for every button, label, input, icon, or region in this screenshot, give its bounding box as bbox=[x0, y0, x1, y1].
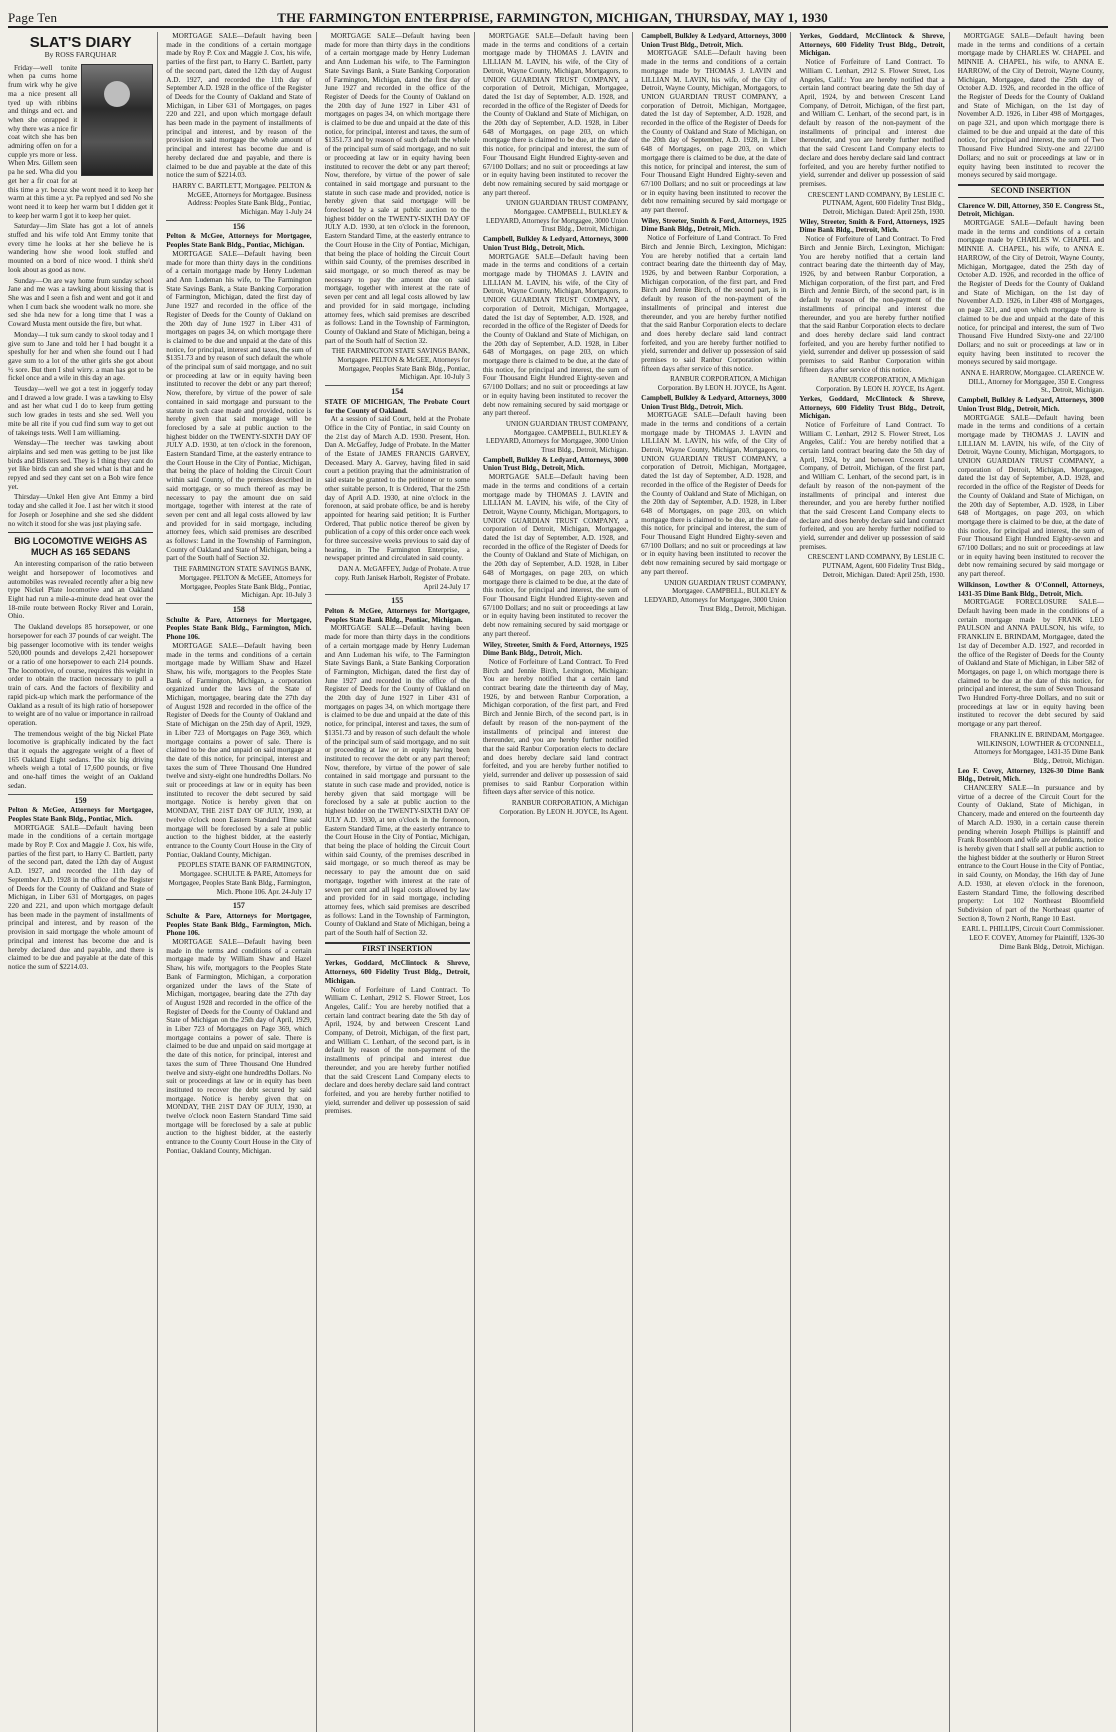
notice-body: MORTGAGE SALE—Default having been made in the terms and conditions of a certain mortgage made by THOMAS J. LAVIN and LILLIAN M. LAVIN, his wife, of the City of Detroit, Wayne County, Michigan, Mortgagors, to UNION GUARDIAN TRUST COMPANY, a corporation of Detroit, Michigan, Mortgagee, dated the 1st day of September, A.D. 1928, and recorded in the office of the Register of Deeds for the County of Oakland and State of Michigan, on the 20th day of September, A.D. 1928, in Liber 648 of Mortgages, on page 203, on which mortgage there is claimed to be due, at the date of this notice, for principal and interest, the sum of Four Thousand Eight Hundred Eighty-seven and 67/100 Dollars; and no suit or proceedings at law or in equity having been instituted to recover the debt now remaining secured by said mortgage or any part thereof. bbox=[482, 473, 629, 638]
column-5 bbox=[641, 32, 791, 1732]
notice-heading: Yerkes, Goddard, McClintock & Shreve, Attorneys, 600 Fidelity Trust Bldg., Detroit, Michigan. bbox=[799, 32, 945, 58]
notice-heading: Campbell, Bulkley & Ledyard, Attorneys, 3000 Union Trust Bldg., Detroit, Mich. bbox=[482, 235, 629, 252]
notice-body: MORTGAGE SALE—Default having been made in the terms and conditions of a certain mortgage made by THOMAS J. LAVIN and LILLIAN M. LAVIN, his wife, of the City of Detroit, Wayne County, Michigan, Mortgagors, to UNION GUARDIAN TRUST COMPANY, a corporation of Detroit, Michigan, Mortgagee, dated the 1st day of September, A.D. 1928, and recorded in the office of the Register of Deeds for the County of Oakland and State of Michigan, on the 20th day of September, A.D. 1928, in Liber 648 of Mortgages, on page 203, on which mortgage there is claimed to be due, at the date of this notice, for principal and interest, the sum of Four Thousand Eight Hundred Eighty-seven and 67/100 Dollars; and no suit or proceedings at law or in equity having been instituted to recover the debt now remaining secured by said mortgage or any part thereof. bbox=[482, 252, 629, 418]
column-1 bbox=[8, 32, 158, 1732]
notice-number: 154 bbox=[325, 385, 470, 397]
notice-body: CHANCERY SALE—In pursuance and by virtue of a decree of the Circuit Court for the County of Oakland, State of Michigan, in Chancery, made and entered on the fourteenth day of March A.D. 1930, in a certain cause therein pending wherein Joseph Phillips is plaintiff and Frank Rosenbloom and wife are defendants, notice is hereby given that I shall sell at public auction to the highest bidder at the southerly or Huron Street entrance to the Court House in the City of Pontiac, in said County, on Monday, the 16th day of June A.D. 1930, at eleven o'clock in the forenoon, Eastern Standard Time, the following described property: Lot 102 Northeast Bloomfield Subdivision of part of the Northeast quarter of Section 8, Town 2 North, Range 10 East. bbox=[957, 784, 1105, 923]
page-label: Page Ten bbox=[8, 10, 58, 25]
column-3 bbox=[325, 32, 475, 1732]
notice-signature: RANBUR CORPORATION, A Michigan Corporation. By LEON H. JOYCE, Its Agent. bbox=[657, 375, 787, 393]
notice-body: MORTGAGE SALE—Default having been made for more than thirty days in the conditions of a certain mortgage made by Henry Ludeman and Ann Ludeman his wife, to The Farmington State Savings Bank, a State Banking Corporation of Farmington, Michigan, dated the first day of June 1927 and recorded in the office of the Register of Deeds for the County of Oakland on the 20th day of June 1927 in Liber 431 of mortgages on pages 34, on which mortgage there is claimed to be due and unpaid at the date of this notice, for principal, interest and taxes, the sum of $1351.73 and by reason of such default the whole of the principal sum of said mortgage, and no suit or proceeding at law or in equity having been instituted to recover the debt or any part thereof; Now, therefore, by virtue of the power of sale contained in said mortgage and pursuant to the statute in such case made and provided, notice is hereby given that said mortgage will be foreclosed by a sale at public auction to the highest bidder on the TWENTY-SIXTH DAY OF JULY A.D. 1930, at ten o'clock in the forenoon, Eastern Standard Time, at the easterly entrance to the Court House in the City of Pontiac, Michigan, that being the place of holding the Circuit Court within said County, of the premises described in said mortgage, or so much thereof as may be necessary to pay the amount due on said mortgage, together with interest at the rate of seven per cent and all legal costs allowed by law and provided for in said mortgage, including attorney fees, which said premises are described as follows: Land in the Township of Farmington, County of Oakland and State of Michigan, being a part of the South half of Section 32. bbox=[324, 32, 470, 345]
diary-heading: SLAT'S DIARY bbox=[29, 34, 132, 51]
columns bbox=[8, 28, 1108, 1732]
notice-body: MORTGAGE SALE—Default having been made in the terms and conditions of a certain mortgage made by William Shaw and Hazel Shaw, his wife, mortgagors to the Peoples State Bank of Farmington, Michigan, a corporation organized under the laws of the State of Michigan, mortgagee, bearing date the 27th day of August 1928 and recorded in the office of the Register of Deeds for the County of Oakland and State of Michigan on the 25th day of April, 1929, in Liber 723 of Mortgages on Page 369, which mortgage contains a power of sale. There is claimed to be due and unpaid on said mortgage at the date of this notice, for principal, interest and taxes the sum of Three Thousand One Hundred twelve and sixty-eight one hundredths Dollars. No suit or proceedings at law or in equity has been instituted to recover the debt secured by said mortgage. Notice is hereby given that on MONDAY, THE 21ST DAY OF JULY, 1930, at twelve o'clock noon Eastern Standard Time said mortgage will be foreclosed by a sale at public auction to the highest bidder, at the easterly entrance to the County Court House in the City of Pontiac, Oakland County, Michigan. bbox=[166, 641, 312, 859]
notice-heading: Wilkinson, Lowther & O'Connell, Attorneys, 1431-35 Dime Bank Bldg., Detroit, Mich. bbox=[957, 580, 1104, 598]
column-2 bbox=[166, 32, 316, 1732]
notice-heading: Yerkes, Goddard, McClintock & Shreve, Attorneys, 600 Fidelity Trust Bldg., Detroit, Michigan. bbox=[799, 394, 945, 421]
notice-signature: THE FARMINGTON STATE SAVINGS BANK, Mortgagee. PELTON & McGEE, Attorneys for Mortgagee, Peoples State Bank Bldg., Pontiac, Michigan. Apr. 10-July 3 bbox=[173, 565, 312, 600]
locomotive-heading: BIG LOCOMOTIVE WEIGHS AS MUCH AS 165 SEDANS bbox=[8, 532, 153, 558]
notice-heading: Wiley, Streeter, Smith & Ford, Attorneys, 1925 Dime Bank Bldg., Detroit, Mich. bbox=[482, 640, 629, 658]
notice-body: Notice of Forfeiture of Land Contract. To William C. Lenhart, 2912 S. Flower Street, Los Angeles, Calif.: You are hereby notified that a certain land contract bearing date the 5th day of April, 1924, by and between Crescent Land Company, of Detroit, Michigan, of the first part, and William C. Lenhart, of the second part, is in default by reason of the non-payment of the installments of principal and interest due thereunder, and you are hereby further notified that the said Crescent Land Company elects to declare and does hereby declare said land contract forfeited, and you are hereby further notified to yield, surrender and deliver up possession of said premises. bbox=[799, 420, 945, 551]
notice-heading: Leo F. Covey, Attorney, 1326-30 Dime Bank Bldg., Detroit, Mich. bbox=[957, 766, 1104, 784]
column-4 bbox=[483, 32, 633, 1732]
notice-signature: EARL L. PHILLIPS, Circuit Court Commissioner. LEO F. COVEY, Attorney for Plaintiff, 1326-30 Dime Bank Bldg., Detroit, Michigan. bbox=[961, 925, 1104, 951]
diary-paragraph: Monday—I tuk sum candy to skool today and I give sum to Jane and told her I had bought it a speshully for her and when she found out I had gave sum to a lot of the uther girls she got about ½ sore. But then I shul wirry. a man has got to be fickel once and a wile in this day an age. bbox=[8, 330, 154, 383]
notice-body: MORTGAGE FORECLOSURE SALE—Default having been made in the conditions of a certain mortgage made by FRANK LEO PAULSON and ANNA PAULSON, his wife, to FRANKLIN E. BRINDAM, Mortgagee, dated the 1st day of December A.D. 1927, and recorded in the office of the Register of Deeds for the County of Oakland and State of Michigan, in Liber 582 of Mortgages, on page 1, on which mortgage there is claimed to be due at the date of this notice, for principal and interest, the sum of Seven Thousand Two Hundred Forty-three Dollars, and no suit or proceedings at law or in equity having been instituted to recover the debt secured by said mortgage or any part thereof. bbox=[957, 598, 1104, 729]
notice-number: 155 bbox=[325, 594, 470, 606]
notice-signature: PEOPLES STATE BANK OF FARMINGTON, Mortgagee. SCHULTE & PARE, Attorneys for Mortgagee, Peoples State Bank Bldg., Farmington, Mich. Phone 106. Apr. 24-July 17 bbox=[168, 861, 312, 896]
notice-signature: UNION GUARDIAN TRUST COMPANY, Mortgagee. CAMPBELL, BULKLEY & LEDYARD, Attorneys for Mortgagee, 3000 Union Trust Bldg., Detroit, Michigan. bbox=[486, 199, 629, 234]
notice-number: 158 bbox=[166, 603, 311, 615]
diary-paragraph: Teusday—well we got a test in joggerfy today and I drawed a low grade. I was a tawking to Elsy and ast her what cud I do to keep frum getting such low grades in tests and she sed. Well you mite be all rite if you cud find sum way to get out of takeings tests. Well I am williaming. bbox=[8, 385, 154, 437]
column-7 bbox=[958, 32, 1108, 1732]
notice-body: Notice of Forfeiture of Land Contract. To William C. Lenhart, 2912 S. Flower Street, Los Angeles, Calif.: You are hereby notified that a certain land contract bearing date the 5th day of April, 1924, by and between Crescent Land Company, of Detroit, Michigan, of the first part, and William C. Lenhart, of the second part, is in default by reason of the non-payment of the installments of principal and interest due thereunder, and you are hereby further notified that the said Crescent Land Company elects to declare and does hereby declare said land contract forfeited, and you are hereby further notified to yield, surrender and deliver up possession of said premises. bbox=[324, 985, 470, 1116]
notice-signature: CRESCENT LAND COMPANY, By LESLIE C. PUTNAM, Agent, 600 Fidelity Trust Bldg., Detroit, Michigan. Dated: April 25th, 1930. bbox=[807, 190, 945, 217]
notice-signature: THE FARMINGTON STATE SAVINGS BANK, Mortgagee. PELTON & McGEE, Attorneys for Mortgagee, Peoples State Bank Bldg., Pontiac, Michigan. Apr. 10-July 3 bbox=[331, 347, 470, 382]
diary-paragraph: Thirsday—Unkel Hen give Ant Emmy a bird today and she called it Joe. I ast her witch it stood for Joseph or Josephine and she sed she diddent no witch it stood for she was just playing safe. bbox=[8, 493, 154, 528]
notice-body: MORTGAGE SALE—Default having been made for more than thirty days in the conditions of a certain mortgage made by Henry Ludeman and Ann Ludeman his wife, to The Farmington State Savings Bank, a State Banking Corporation of Farmington, Michigan, dated the first day of June 1927 and recorded in the office of the Register of Deeds for the County of Oakland on the 20th day of June 1927 in Liber 431 of mortgages on pages 34, on which mortgage there is claimed to be due and unpaid at the date of this notice, for principal, interest and taxes, the sum of $1351.73 and by reason of such default the whole of the principal sum of said mortgage, and no suit or proceeding at law or in equity having been instituted to recover the debt or any part thereof; Now, therefore, by virtue of the power of sale contained in said mortgage and pursuant to the statute in such case made and provided, notice is hereby given that said mortgage will be foreclosed by a sale at public auction to the highest bidder on the TWENTY-SIXTH DAY OF JULY A.D. 1930, at ten o'clock in the forenoon, Eastern Standard Time, at the easterly entrance to the Court House in the City of Pontiac, Michigan, that being the place of holding the Circuit Court within said County, of the premises described in said mortgage, or so much thereof as may be necessary to pay the amount due on said mortgage, together with interest at the rate of seven per cent and all legal costs allowed by law and provided for in said mortgage, including attorney fees, which said premises are described as follows: Land in the Township of Farmington, County of Oakland and State of Michigan, being a part of the South half of Section 32. bbox=[324, 624, 470, 938]
portrait-photo bbox=[81, 64, 153, 176]
notice-heading: Campbell, Bulkley & Ledyard, Attorneys, 3000 Union Trust Bldg., Detroit, Mich. bbox=[641, 393, 787, 411]
notice-body: MORTGAGE SALE—Default having been made in the terms and conditions of a certain mortgage made by THOMAS J. LAVIN and LILLIAN M. LAVIN, his wife, of the City of Detroit, Wayne County, Michigan, Mortgagors, to UNION GUARDIAN TRUST COMPANY, a corporation of Detroit, Michigan, Mortgagee, dated the 1st day of September, A.D. 1928, and recorded in the office of the Register of Deeds for the County of Oakland and State of Michigan, on the 20th day of September, A.D. 1928, in Liber 648 of Mortgages, on page 203, on which mortgage there is claimed to be due, at the date of this notice, for principal and interest, the sum of Four Thousand Eight Hundred Eighty-seven and 67/100 Dollars; and no suit or proceedings at law or in equity having been instituted to recover the debt now remaining secured by said mortgage or any part thereof. bbox=[641, 49, 787, 215]
notice-body: MORTGAGE SALE—Default having been made in the terms and conditions of a certain mortgage made by THOMAS J. LAVIN and LILLIAN M. LAVIN, his wife, of the City of Detroit, Wayne County, Michigan, Mortgagors, to UNION GUARDIAN TRUST COMPANY, a corporation of Detroit, Michigan, Mortgagee, dated the 1st day of September, A.D. 1928, and recorded in the office of the Register of Deeds for the County of Oakland and State of Michigan, on the 20th day of September, A.D. 1928, in Liber 648 of Mortgages, on page 203, on which mortgage there is claimed to be due, at the date of this notice, for principal and interest, the sum of Four Thousand Eight Hundred Eighty-seven and 67/100 Dollars; and no suit or proceedings at law or in equity having been instituted to recover the debt now remaining secured by said mortgage or any part thereof. bbox=[957, 413, 1104, 579]
section-label: FIRST INSERTION bbox=[325, 942, 470, 956]
notice-signature: UNION GUARDIAN TRUST COMPANY, Mortgagee. CAMPBELL, BULKLEY & LEDYARD, Attorneys for Mortgagee, 3000 Union Trust Bldg., Detroit, Michigan. bbox=[644, 578, 787, 613]
diary-paragraph: Friday—well tonite when pa cums home frum wirk why he give ma a nice present all tyed up with ribbins and things and ect. and when she onrapped it why there was a nice fir coat witch she has ben admiring offen on for a cupple yrs more or less. When Mrs. Gillem seen pa he sed. Wha did you get her a fir coat for at this time a yr. becuz she wont need it to keep her warm at this time a yr. Pa replyed and sed No she wont need it to keep her warm but I didden get it to keep her warm I got it to keep her quiet. bbox=[8, 63, 154, 220]
notice-heading: Pelton & McGee, Attorneys for Mortgagee, Peoples State Bank Bldg., Pontiac, Mich. bbox=[8, 806, 154, 823]
notice-heading: Pelton & McGee, Attorneys for Mortgagee, Peoples State Bank Bldg., Pontiac, Michigan. bbox=[166, 232, 312, 250]
locomotive-paragraph: The tremendous weight of the big Nickel Plate locomotive is graphically indicated by the fact that it equals the aggregate weight of a fleet of 165 Oakland Eight sedans. The six big driving wheels weigh a total of 17,600 pounds, or five and one-half times the weight of an Oakland sedan. bbox=[8, 729, 154, 790]
notice-signature: HARRY C. BARTLETT, Mortgagee. PELTON & McGEE, Attorneys for Mortgagee. Business Address: Peoples State Bank Bldg., Pontiac, Michigan. May 1-July 24 bbox=[172, 181, 312, 217]
notice-heading: Schulte & Pare, Attorneys for Mortgagee, Peoples State Bank Bldg., Farmington, Mich. Phone 106. bbox=[166, 911, 312, 938]
notice-signature: DAN A. McGAFFEY, Judge of Probate. A true copy. Ruth Janisek Harbolt, Register of Probate. April 24-July 17 bbox=[334, 565, 470, 591]
diary-paragraph: Wensday—The teecher was tawking about airplains and sed men was getting to be just like birds and Blisters sed. They is I thing they cant do yet like birds can and she sed what is that and he repyed and sed they cant set on a Bob wire fence yet. bbox=[8, 439, 154, 491]
column-6 bbox=[799, 32, 949, 1732]
notice-body: Notice of Forfeiture of Land Contract. To Fred Birch and Jennie Birch, Lexington, Michigan: You are hereby notified that a certain land contract bearing date the thirteenth day of May, 1926, by and between Ranbur Corporation, a Michigan corporation, of the first part, and Fred Birch and Jennie Birch, of the second part, is in default by reason of the non-payment of the installments of principal and interest due thereunder, and you are hereby further notified that the said Ranbur Corporation elects to declare and does hereby declare said land contract forfeited, and you are hereby further notified to yield, surrender and deliver up possession of said premises to said Ranbur Corporation within fifteen days after service of this notice. bbox=[799, 235, 945, 374]
notice-heading: STATE OF MICHIGAN, The Probate Court for the County of Oakland. bbox=[324, 397, 470, 415]
notice-signature: FRANKLIN E. BRINDAM, Mortgagee. WILKINSON, LOWTHER & O'CONNELL, Attorneys for Mortgagee, 1431-35 Dime Bank Bldg., Detroit, Michigan. bbox=[973, 730, 1104, 765]
diary-byline: By ROSS FARQUHAR bbox=[44, 50, 117, 59]
notice-number: 159 bbox=[8, 794, 153, 806]
diary-paragraph: Saturday—Jim Slate has got a lot of annels stuffed and his wife told Ant Emmy tonite that every time he looks at her she believe he is wandering how she wood look stuffed and mounted on a bord of nice wood. I think she'd look about as good as now. bbox=[8, 222, 154, 274]
notice-heading: Yerkes, Goddard, McClintock & Shreve, Attorneys, 600 Fidelity Trust Bldg., Detroit, Michigan. bbox=[324, 959, 470, 985]
notice-signature: CRESCENT LAND COMPANY, By LESLIE C. PUTNAM, Agent, 600 Fidelity Trust Bldg., Detroit, Michigan. Dated: April 25th, 1930. bbox=[807, 553, 945, 579]
notice-heading: Wiley, Streeter, Smith & Ford, Attorneys, 1925 Dime Bank Bldg., Detroit, Mich. bbox=[799, 217, 945, 235]
notice-body: MORTGAGE SALE—Default having been made in the terms and conditions of a certain mortgage made by THOMAS J. LAVIN and LILLIAN M. LAVIN, his wife, of the City of Detroit, Wayne County, Michigan, Mortgagors, to UNION GUARDIAN TRUST COMPANY, a corporation of Detroit, Michigan, Mortgagee, dated the 1st day of September, A.D. 1928, and recorded in the office of the Register of Deeds for the County of Oakland and State of Michigan, on the 20th day of September, A.D. 1928, in Liber 648 of Mortgages, on page 203, on which mortgage there is claimed to be due, at the date of this notice, for principal and interest, the sum of Four Thousand Eight Hundred Eighty-seven and 67/100 Dollars; and no suit or proceedings at law or in equity having been instituted to recover the debt now remaining secured by said mortgage or any part thereof. bbox=[482, 32, 629, 197]
notice-body: MORTGAGE SALE—Default having been made in the terms and conditions of a certain mortgage made by CHARLES W. CHAPEL and MINNIE A. CHAPEL, his wife, to ANNA E. HARROW, of the City of Detroit, Wayne County, Michigan, Mortgagee, dated the 25th day of October A.D. 1926, and recorded in the office of the Register of Deeds for the County of Oakland and State of Michigan, on the 1st day of November A.D. 1926, in Liber 498 of Mortgages, on page 321, and upon which mortgage there is claimed to be due and unpaid at the date of this notice, for principal and interest, the sum of Two Thousand Five Hundred Sixty-one and 22/100 Dollars; and no suit or proceedings at law or in equity having been instituted to recover the moneys secured by said mortgage. bbox=[957, 219, 1104, 367]
notice-body: MORTGAGE SALE—Default having been made for more than thirty days in the conditions of a certain mortgage made by Henry Ludeman and Ann Ludeman his wife, to The Farmington State Savings Bank, a State Banking Corporation of Farmington, Michigan, dated the first day of June 1927 and recorded in the office of the Register of Deeds for the County of Oakland on the 20th day of June 1927 in Liber 431 of mortgages on pages 34, on which mortgage there is claimed to be due and unpaid at the date of this notice, for principal, interest and taxes, the sum of $1351.73 and by reason of such default the whole of the principal sum of said mortgage, and no suit or proceeding at law or in equity having been instituted to recover the debt or any part thereof; Now, therefore, by virtue of the power of sale contained in said mortgage and pursuant to the statute in such case made and provided, notice is hereby given that said mortgage will be foreclosed by a sale at public auction to the highest bidder on the TWENTY-SIXTH DAY OF JULY A.D. 1930, at ten o'clock in the forenoon, Eastern Standard Time, at the easterly entrance to the Court House in the City of Pontiac, Michigan, that being the place of holding the Circuit Court within said County, of the premises described in said mortgage, or so much thereof as may be necessary to pay the amount due on said mortgage, together with interest at the rate of seven per cent and all legal costs allowed by law and provided for in said mortgage, including attorney fees, which said premises are described as follows: Land in the Township of Farmington, County of Oakland and State of Michigan, being a part of the South half of Section 32. bbox=[166, 249, 312, 563]
notice-body: MORTGAGE SALE—Default having been made in the conditions of a certain mortgage made by Roy P. Cox and Maggie J. Cox, his wife, parties of the first part, to Harry C. Bartlett, party of the second part, dated the 12th day of August A.D. 1927, and recorded the 11th day of September A.D. 1928 in the office of the Register of Deeds for the County of Oakland and State of Michigan, in Liber 631 of Mortgages, on pages 220 and 221, and upon which mortgage default has been made in the payment of installments of principal and interest, and by reason of the provision in said mortgage the whole amount of principal and interest has become due and is hereby declared due and payable, and there is claimed to be due and payable at the date of this notice the sum of $2214.03. bbox=[166, 32, 312, 180]
locomotive-paragraph: The Oakland develops 85 horsepower, or one horsepower for each 37 pounds of car weight. The big passenger locomotive with its tender weighs 520,000 pounds and develops 2,421 horsepower or a ratio of one horsepower to each 214 pounds. The locomotive, of course, requires this weight in order to obtain the traction necessary to pull a train of cars. And the factors of flexibility and rapid pick-up which mark the performance of the Oakland as a result of its high ratio of horsepower to weight are of no value or importance in railroad operation. bbox=[8, 623, 154, 727]
notice-body: MORTGAGE SALE—Default having been made in the terms and conditions of a certain mortgage made by William Shaw and Hazel Shaw, his wife, mortgagors to the Peoples State Bank of Farmington, Michigan, a corporation organized under the laws of the State of Michigan, mortgagee, bearing date the 27th day of August 1928 and recorded in the office of the Register of Deeds for the County of Oakland and State of Michigan on the 25th day of April, 1929, in Liber 723 of Mortgages on Page 369, which mortgage contains a power of sale. There is claimed to be due and unpaid on said mortgage at the date of this notice, for principal, interest and taxes the sum of Three Thousand One Hundred twelve and sixty-eight one hundredths Dollars. No suit or proceedings at law or in equity has been instituted to recover the debt secured by said mortgage. Notice is hereby given that on MONDAY, THE 21ST DAY OF JULY, 1930, at twelve o'clock noon Eastern Standard Time said mortgage will be foreclosed by a sale at public auction to the highest bidder, at the easterly entrance to the County Court House in the City of Pontiac, Oakland County, Michigan. bbox=[166, 938, 312, 1155]
notice-signature: RANBUR CORPORATION, A Michigan Corporation. By LEON H. JOYCE, Its Agent. bbox=[815, 376, 945, 394]
notice-heading: Schulte & Pare, Attorneys for Mortgagee, Peoples State Bank Bldg., Farmington, Mich. Phone 106. bbox=[166, 615, 312, 642]
notice-body: Notice of Forfeiture of Land Contract. To William C. Lenhart, 2912 S. Flower Street, Los Angeles, Calif.: You are hereby notified that a certain land contract bearing date the 5th day of April, 1924, by and between Crescent Land Company, of Detroit, Michigan, of the first part, and William C. Lenhart, of the second part, is in default by reason of the non-payment of the installments of principal and interest due thereunder, and you are hereby further notified that the said Crescent Land Company elects to declare and does hereby declare said land contract forfeited, and you are hereby further notified to yield, surrender and deliver up possession of said premises. bbox=[799, 58, 945, 188]
notice-signature: ANNA E. HARROW, Mortgagee. CLARENCE W. DILL, Attorney for Mortgagee, 350 E. Congress St., Detroit, Michigan. bbox=[960, 369, 1104, 395]
masthead bbox=[8, 4, 1108, 28]
locomotive-paragraph: An interesting comparison of the ratio between weight and horsepower of locomotives and automobiles was revealed recently after a big new type Nickel Plate locomotive and an Oakland Eight had run a mile-a-minute dead heat over the 18-mile route between Rocky River and Lorain, Ohio. bbox=[8, 560, 154, 621]
notice-number: 156 bbox=[166, 220, 311, 232]
notice-body: MORTGAGE SALE—Default having been made in the conditions of a certain mortgage made by Roy P. Cox and Maggie J. Cox, his wife, parties of the first part, to Harry C. Bartlett, party of the second part, dated the 12th day of August A.D. 1927, and recorded the 11th day of September A.D. 1928 in the office of the Register of Deeds for the County of Oakland and State of Michigan, in Liber 631 of Mortgages, on pages 220 and 221, and upon which mortgage default has been made in the payment of installments of principal and interest, and by reason of the provision in said mortgage the whole amount of principal and interest has become due and is hereby declared due and payable, and there is claimed to be due and payable at the date of this notice the sum of $2214.03. bbox=[8, 823, 154, 971]
notice-body: MORTGAGE SALE—Default having been made in the terms and conditions of a certain mortgage made by THOMAS J. LAVIN and LILLIAN M. LAVIN, his wife, of the City of Detroit, Wayne County, Michigan, Mortgagors, to UNION GUARDIAN TRUST COMPANY, a corporation of Detroit, Michigan, Mortgagee, dated the 1st day of September, A.D. 1928, and recorded in the office of the Register of Deeds for the County of Oakland and State of Michigan, on the 20th day of September, A.D. 1928, in Liber 648 of Mortgages, on page 203, on which mortgage there is claimed to be due, at the date of this notice, for principal and interest, the sum of Four Thousand Eight Hundred Eighty-seven and 67/100 Dollars; and no suit or proceedings at law or in equity having been instituted to recover the debt now remaining secured by said mortgage or any part thereof. bbox=[641, 411, 787, 576]
notice-signature: UNION GUARDIAN TRUST COMPANY, Mortgagee. CAMPBELL, BULKLEY & LEDYARD, Attorneys for Mortgagee, 3000 Union Trust Bldg., Detroit, Michigan. bbox=[486, 419, 629, 455]
notice-heading: Wiley, Streeter, Smith & Ford, Attorneys, 1925 Dime Bank Bldg., Detroit, Mich. bbox=[641, 216, 787, 234]
notice-body: Notice of Forfeiture of Land Contract. To Fred Birch and Jennie Birch, Lexington, Michigan: You are hereby notified that a certain land contract bearing date the thirteenth day of May, 1926, by and between Ranbur Corporation, a Michigan corporation, of the first part, and Fred Birch and Jennie Birch, of the second part, is in default by reason of the non-payment of the installments of principal and interest due thereunder, and you are hereby further notified that the said Ranbur Corporation elects to declare and does hereby declare said land contract forfeited, and you are hereby further notified to yield, surrender and deliver up possession of said premises to said Ranbur Corporation within fifteen days after service of this notice. bbox=[641, 234, 787, 373]
portrait-face bbox=[104, 81, 130, 107]
notice-body: MORTGAGE SALE—Default having been made in the terms and conditions of a certain mortgage made by CHARLES W. CHAPEL and MINNIE A. CHAPEL, his wife, to ANNA E. HARROW, of the City of Detroit, Wayne County, Michigan, Mortgagee, dated the 25th day of October A.D. 1926, and recorded in the office of the Register of Deeds for the County of Oakland and State of Michigan, on the 1st day of November A.D. 1926, in Liber 498 of Mortgages, on page 321, and upon which mortgage there is claimed to be due and unpaid at the date of this notice, for principal and interest, the sum of Two Thousand Five Hundred Sixty-one and 22/100 Dollars; and no suit or proceedings at law or in equity having been instituted to recover the moneys secured by said mortgage. bbox=[957, 32, 1104, 180]
notice-heading: Campbell, Bulkley & Ledyard, Attorneys, 3000 Union Trust Bldg., Detroit, Mich. bbox=[641, 32, 787, 49]
notice-heading: Campbell, Bulkley & Ledyard, Attorneys, 3000 Union Trust Bldg., Detroit, Mich. bbox=[957, 396, 1104, 413]
notice-heading: Campbell, Bulkley & Ledyard, Attorneys, 3000 Union Trust Bldg., Detroit, Mich. bbox=[482, 455, 629, 473]
newspaper-title: THE FARMINGTON ENTERPRISE, FARMINGTON, MICHIGAN, THURSDAY, MAY 1, 1930 bbox=[277, 10, 828, 25]
notice-signature: RANBUR CORPORATION, A Michigan Corporation. By LEON H. JOYCE, Its Agent. bbox=[499, 799, 629, 816]
section-label: SECOND INSERTION bbox=[958, 184, 1104, 198]
notice-heading: Pelton & McGee, Attorneys for Mortgagee, Peoples State Bank Bldg., Pontiac, Michigan. bbox=[324, 607, 470, 624]
diary-paragraph: Sunday—On are way home frum sunday school Jane and me was a tawking about kissing that is She was and I seen a fish and went and got it and when I cum back she woodent walk no more. she sed she hda new for a long time that I was a Coward Musta ment outside the fire, but what. bbox=[8, 276, 154, 329]
notice-number: 157 bbox=[166, 899, 311, 911]
notice-body: At a session of said Court, held at the Probate Office in the City of Pontiac, in said County on the 21st day of March A.D. 1930. Present, Hon. Dan A. McGaffey, Judge of Probate. In the Matter of the Estate of JAMES FRANCIS GARVEY, Deceased. Mary A. Garvey, having filed in said court a petition praying that the administration of said estate be granted to the petitioner or to some other suitable person, It is Ordered, That the 25th day of April A.D. 1930, at nine o'clock in the forenoon, at said probate office, be and is hereby appointed for hearing said petition; It is Further Ordered, That public notice thereof be given by publication of a copy of this order once each week for three successive weeks previous to said day of hearing, in The Farmington Enterprise, a newspaper printed and circulated in said county. bbox=[324, 415, 470, 563]
notice-body: Notice of Forfeiture of Land Contract. To Fred Birch and Jennie Birch, Lexington, Michigan: You are hereby notified that a certain land contract bearing date the thirteenth day of May, 1926, by and between Ranbur Corporation, a Michigan corporation, of the first part, and Fred Birch and Jennie Birch, of the second part, is in default by reason of the non-payment of the installments of principal and interest due thereunder, and you are hereby further notified that the said Ranbur Corporation elects to declare and does hereby declare said land contract forfeited, and you are hereby further notified to yield, surrender and deliver up possession of said premises to said Ranbur Corporation within fifteen days after service of this notice. bbox=[482, 657, 629, 797]
notice-heading: Clarence W. Dill, Attorney, 350 E. Congress St., Detroit, Michigan. bbox=[957, 201, 1104, 219]
